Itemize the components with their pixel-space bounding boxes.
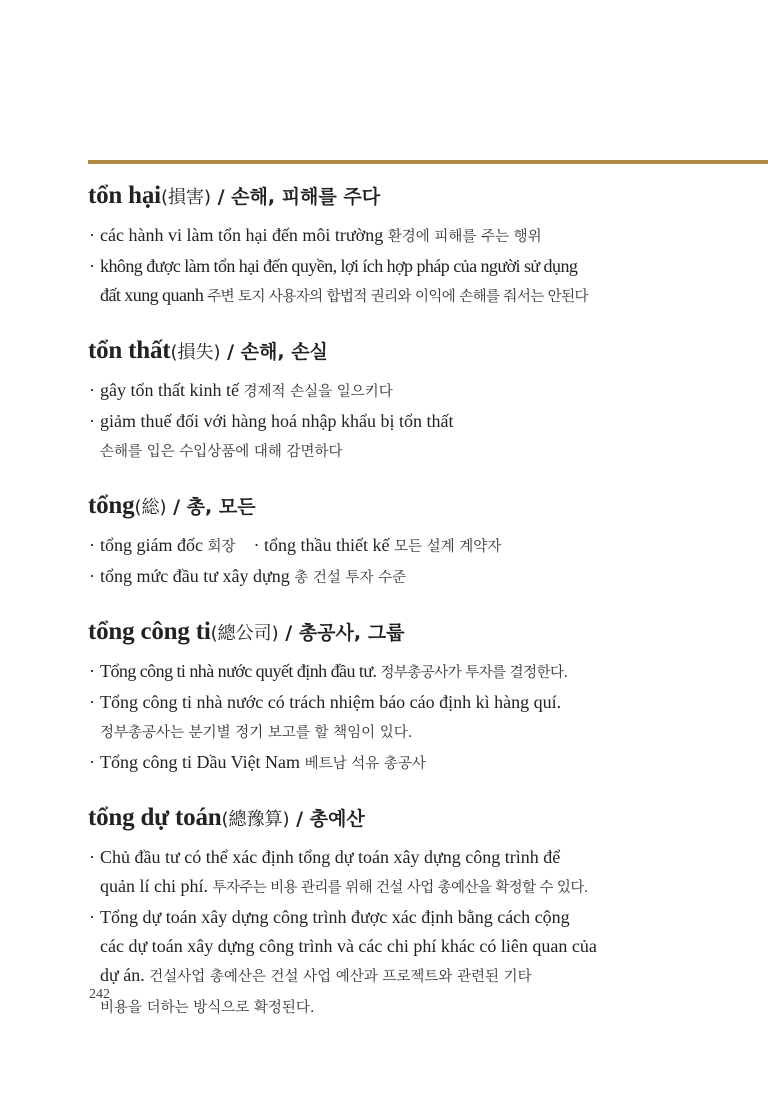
example-vi: giảm thuế đối với hàng hoá nhập khẩu bị tổn thất	[100, 411, 454, 431]
example-ko-cont: 비용을 더하는 방식으로 확정된다.	[100, 1000, 315, 1016]
example-vi: các hành vi làm tổn hại đến môi trường	[100, 225, 388, 245]
meaning: / 총예산	[289, 808, 365, 830]
example-ko: 투자주는 비용 관리를 위해 건설 사업 총예산을 확정할 수 있다.	[212, 880, 588, 896]
example-ko: 경제적 손실을 일으키다	[243, 384, 393, 400]
example: · tổng giám đốc 회장 · tổng thầu thiết kế 모든 설계 계약자	[88, 531, 753, 562]
headword: tổn thất	[88, 337, 171, 364]
example-vi: không được làm tổn hại đến quyền, lợi ích hợp pháp của người sử dụng	[100, 256, 578, 276]
example-vi-cont: dự án.	[100, 965, 150, 985]
entry-ton-hai	[88, 178, 753, 312]
meaning: / 총, 모든	[166, 496, 256, 518]
example-ko: 베트남 석유 총공사	[304, 756, 426, 772]
example-ko: 환경에 피해를 주는 행위	[387, 229, 542, 245]
headword: tổng	[88, 492, 135, 519]
example-vi: gây tổn thất kinh tế	[100, 380, 244, 400]
example: · Tổng công ti Dầu Việt Nam 베트남 석유 총공사	[89, 752, 426, 772]
hanja: (総)	[134, 497, 167, 518]
entry-ton-that	[88, 333, 753, 467]
entry-heading	[88, 488, 753, 527]
entry-heading	[88, 614, 753, 653]
example: · Tổng dự toán xây dựng công trình được xác định bằng cách cộng các dự toán xây dựng công trình và các chi phí khác có liên quan của dự án. 건설사업 총예산은 건설 사업 예산과 프로젝트와 관련된 기타 비용을 더하는 방식으로 확정된다.	[89, 907, 597, 1016]
example: · tổng mức đầu tư xây dựng 총 건설 투자 수준	[89, 566, 407, 586]
meaning: / 손해, 피해를 주다	[210, 186, 381, 208]
example: · các hành vi làm tổn hại đến môi trường 환경에 피해를 주는 행위	[89, 225, 542, 245]
hanja: (總豫算)	[221, 809, 290, 830]
headword: tổng dự toán	[88, 804, 222, 831]
example-vi: Tổng dự toán xây dựng công trình được xác định bằng cách cộng	[100, 907, 570, 927]
example-vi: Tổng công ti nhà nước quyết định đầu tư.	[100, 661, 381, 681]
headword: tổn hại	[88, 182, 161, 209]
example-vi: Tổng công ti Dầu Việt Nam	[100, 752, 305, 772]
example: · Chủ đầu tư có thể xác định tổng dự toán xây dựng công trình để quản lí chi phí. 투자주는 비용 관리를 위해 건설 사업 총예산을 확정할 수 있다.	[89, 847, 588, 896]
entry-heading	[88, 178, 753, 217]
example-vi-cont: đất xung quanh	[100, 285, 208, 305]
example-ko: 모든 설계 계약자	[393, 539, 502, 555]
example-ko: 총 건설 투자 수준	[294, 570, 407, 586]
example: · Tổng công ti nhà nước có trách nhiệm báo cáo định kì hàng quí. 정부총공사는 분기별 정기 보고를 할 책임이 있다.	[89, 692, 562, 741]
entry-heading	[88, 333, 753, 372]
example: · giảm thuế đối với hàng hoá nhập khẩu bị tổn thất 손해를 입은 수입상품에 대해 감면하다	[89, 411, 454, 460]
example-ko: 회장	[207, 539, 236, 555]
example-ko: 주변 토지 사용자의 합법적 권리와 이익에 손해를 줘서는 안된다	[207, 289, 588, 305]
example: · Tổng công ti nhà nước quyết định đầu tư. 정부총공사가 투자를 결정한다.	[89, 661, 568, 681]
entry-heading	[88, 800, 753, 839]
example-ko: 건설사업 총예산은 건설 사업 예산과 프로젝트와 관련된 기타	[149, 969, 532, 985]
hanja: (損失)	[170, 342, 221, 363]
entry-tong	[88, 488, 753, 593]
header-rule	[88, 160, 768, 164]
hanja: (總公司)	[210, 623, 279, 644]
meaning: / 손해, 손실	[220, 341, 328, 363]
hanja: (損害)	[160, 187, 211, 208]
example-ko: 정부총공사는 분기별 정기 보고를 할 책임이 있다.	[100, 725, 413, 741]
example-ko: 정부총공사가 투자를 결정한다.	[380, 665, 568, 681]
dictionary-entries	[88, 178, 753, 1044]
example-vi: Chủ đầu tư có thể xác định tổng dự toán xây dựng công trình để	[100, 847, 561, 867]
example-vi: Tổng công ti nhà nước có trách nhiệm báo cáo định kì hàng quí.	[100, 692, 562, 712]
example: · gây tổn thất kinh tế 경제적 손실을 일으키다	[89, 380, 393, 400]
headword: tổng công ti	[88, 618, 211, 645]
example-vi: tổng thầu thiết kế	[264, 535, 394, 555]
entry-tong-du-toan	[88, 800, 753, 1023]
example-vi: tổng mức đầu tư xây dựng	[100, 566, 295, 586]
example-vi-cont: quản lí chi phí.	[100, 876, 213, 896]
meaning: / 총공사, 그룹	[278, 622, 405, 644]
example: · không được làm tổn hại đến quyền, lợi ích hợp pháp của người sử dụng đất xung quanh 주변 토지 사용자의 합법적 권리와 이익에 손해를 줘서는 안된다	[89, 256, 588, 305]
entry-tong-cong-ti	[88, 614, 753, 779]
page-number: 242	[89, 987, 110, 1002]
example-second: · tổng thầu thiết kế 모든 설계 계약자	[253, 535, 502, 555]
example-vi-cont: các dự toán xây dựng công trình và các chi phí khác có liên quan của	[100, 936, 597, 956]
example-vi: tổng giám đốc	[100, 535, 208, 555]
example-ko: 손해를 입은 수입상품에 대해 감면하다	[100, 444, 343, 460]
